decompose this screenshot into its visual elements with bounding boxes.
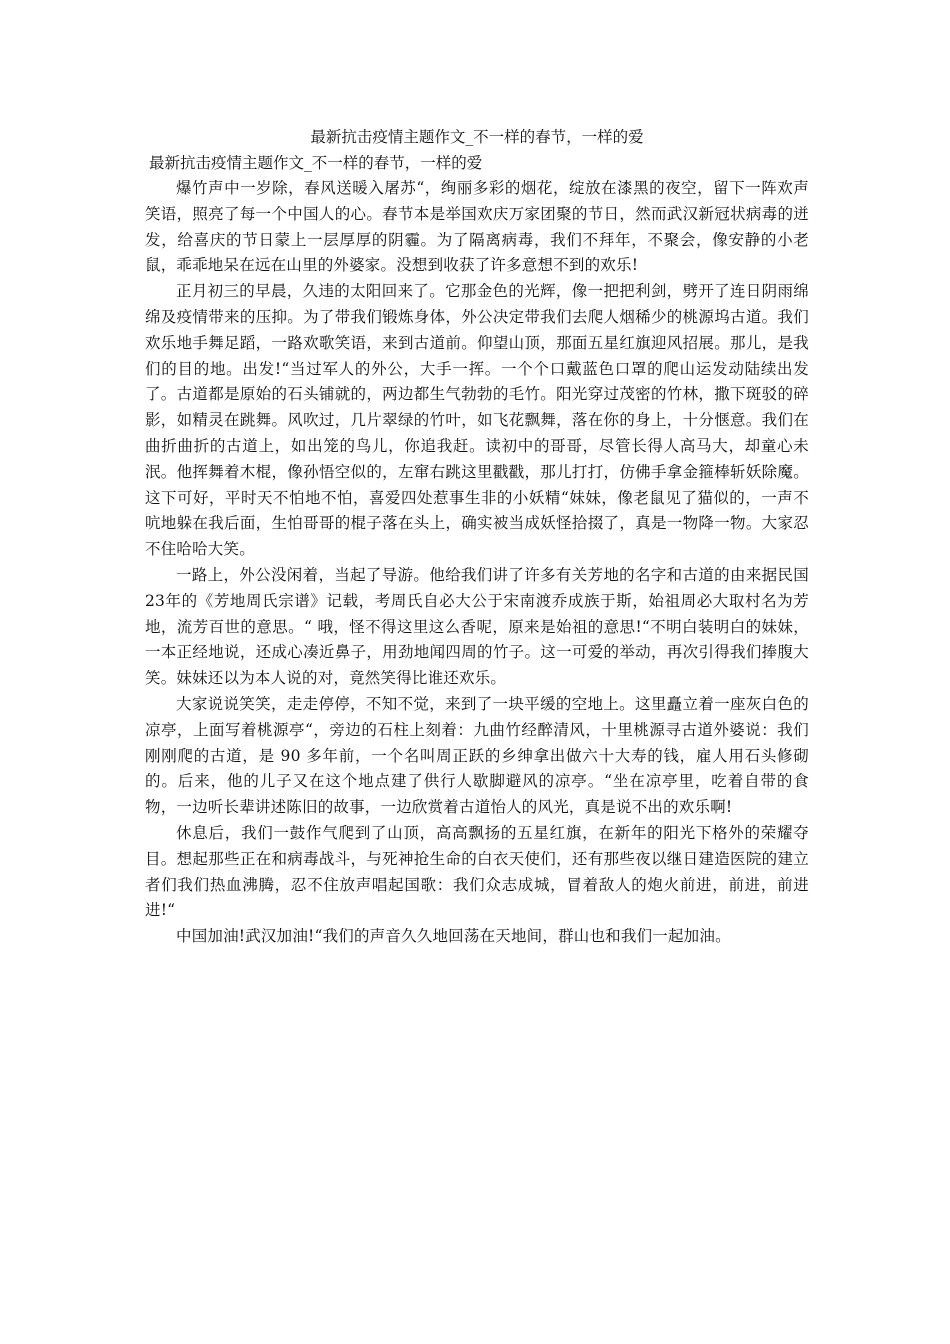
paragraph: 中国加油!武汉加油!“我们的声音久久地回荡在天地间，群山也和我们一起加油。: [176, 927, 731, 946]
paragraph: 休息后，我们一鼓作气爬到了山顶，高高飘扬的五星红旗，在新年的阳光下格外的荣耀夺目。想起那些正在和病毒战斗，与死神抢生命的白衣天使们，还有那些夜以继日建造医院的建立者们我们热血沸腾，忍不住放声唱起国歌：我们众志成城，冒着敌人的炮火前进，前进，前进进!“: [145, 823, 809, 920]
paragraph: 爆竹声中一岁除，春风送暖入屠苏“，绚丽多彩的烟花，绽放在漆黑的夜空，留下一阵欢声笑语，照亮了每一个中国人的心。春节本是举国欢庆万家团聚的节日，然而武汉新冠状病毒的迸发，给喜庆的节日蒙上一层厚厚的阴霾。为了隔离病毒，我们不拜年，不聚会，像安静的小老鼠，乖乖地呆在远在山里的外婆家。没想到收获了许多意想不到的欢乐!: [145, 179, 809, 275]
paragraph: 一路上，外公没闲着，当起了导游。他给我们讲了许多有关芳地的名字和古道的由来据民国23年的《芳地周氏宗谱》记载，考周氏自必大公于宋南渡乔成族于斯，始祖周必大取村名为芳地，流芳百世的意思。“ 哦，怪不得这里这么香呢，原来是始祖的意思!“不明白装明白的妹妹，一本正经地说，还成心凑近鼻子，用劲地闻四周的竹子。这一可爱的举动，再次引得我们捧腹大笑。妹妹还以为本人说的对，竟然笑得比谁还欢乐。: [145, 565, 809, 688]
document-body: [145, 176, 809, 950]
document-subtitle: 最新抗击疫情主题作文_不一样的春节，一样的爱: [149, 154, 483, 172]
document-title: 最新抗击疫情主题作文_不一样的春节，一样的爱: [310, 128, 644, 146]
paragraph: 正月初三的早晨，久违的太阳回来了。它那金色的光辉，像一把把利剑，劈开了连日阴雨绵绵及疫情带来的压抑。为了带我们锻炼身体，外公决定带我们去爬人烟稀少的桃源坞古道。我们欢乐地手舞足蹈，一路欢歌笑语，来到古道前。仰望山顶，那面五星红旗迎风招展。那儿，是我们的目的地。出发!“当过军人的外公，大手一挥。一个个口戴蓝色口罩的爬山运发动陆续出发了。古道都是原始的石头铺就的，两边都生气勃勃的毛竹。阳光穿过茂密的竹林，撒下斑驳的碎影，如精灵在跳舞。风吹过，几片翠绿的竹叶，如飞花飘舞，落在你的身上，十分惬意。我们在曲折曲折的古道上，如出笼的鸟儿，你追我赶。读初中的哥哥，尽管长得人高马大，却童心未泯。他挥舞着木棍，像孙悟空似的，左窜右跳这里戳戳，那儿打打，仿佛手拿金箍棒斩妖除魔。这下可好，平时天不怕地不怕，喜爱四处惹事生非的小妖精“妹妹，像老鼠见了猫似的，一声不吭地躲在我后面，生怕哥哥的棍子落在头上，确实被当成妖怪拾掇了，真是一物降一物。大家忍不住哈哈大笑。: [145, 282, 809, 559]
document-page: [145, 124, 809, 950]
paragraph: 大家说说笑笑，走走停停，不知不觉，来到了一块平缓的空地上。这里矗立着一座灰白色的凉亭，上面写着桃源亭“，旁边的石柱上刻着：九曲竹经醉清风，十里桃源寻古道外婆说：我们刚刚爬的古道，是 90 多年前，一个名叫周正跃的乡绅拿出做六十大寿的钱，雇人用石头修砌的。后来，他的儿子又在这个地点建了供行人歇脚避风的凉亭。“坐在凉亭里，吃着自带的食物，一边听长辈讲述陈旧的故事，一边欣赏着古道怡人的风光，真是说不出的欢乐啊!: [145, 694, 809, 817]
